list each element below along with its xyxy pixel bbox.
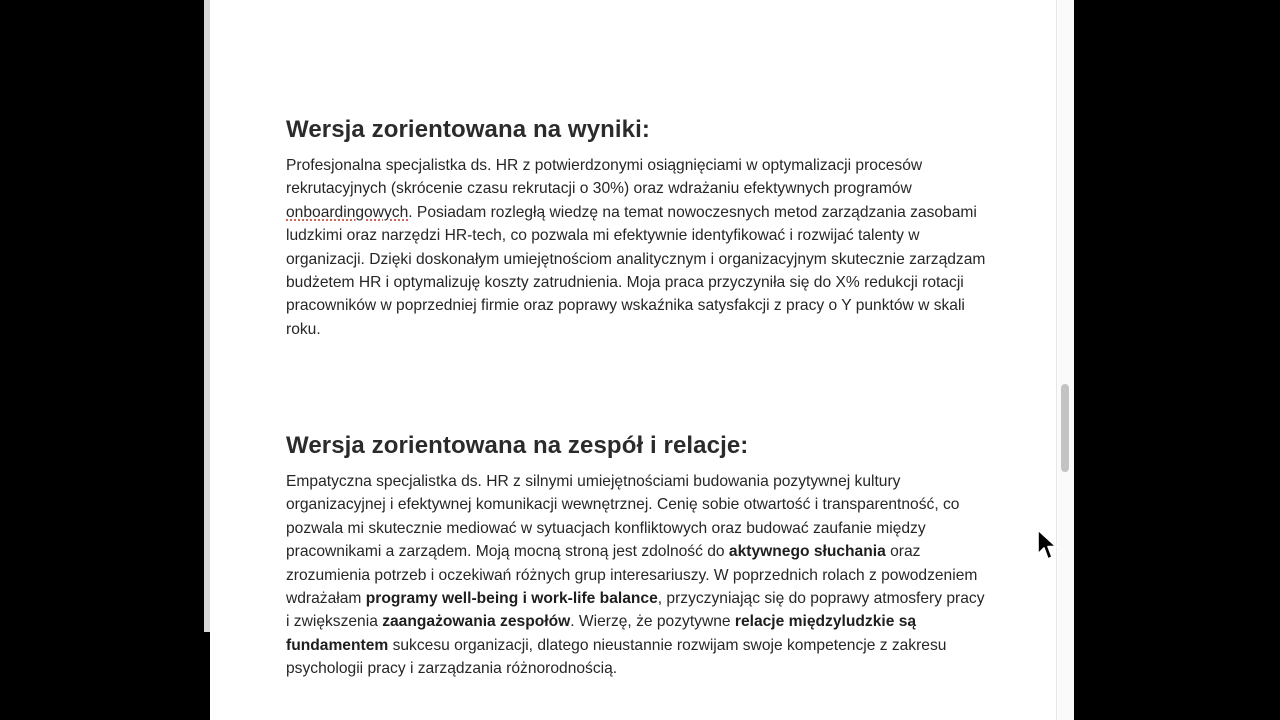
document-content[interactable] — [210, 0, 1058, 720]
bold-text: relacje międzyludzkie są fundamentem — [286, 613, 917, 654]
text-run: Empatyczna specjalistka ds. HR z silnymi umiejętnościami budowania pozytywnej kultury organizacyjnej i efektywnej komunikacji wewnętrznej. Cenię sobie otwartość i transparentność, co pozwala mi skutecznie mediować w sytuacjach konfliktowych oraz budować zaufanie między pracownikami a zarządem. Moją mocną stroną jest zdolność do — [286, 473, 960, 561]
text-run: Profesjonalna specjalistka ds. HR z potwierdzonymi osiągnięciami w optymalizacji procesów rekrutacyjnych (skrócenie czasu rekrutacji o 30%) oraz wdrażaniu efektywnych programów — [286, 157, 923, 198]
content-right-border — [1056, 0, 1057, 720]
text-run: sukcesu organizacji, dlatego nieustannie rozwijam swoje kompetencje z zakresu psychologii pracy i zarządzania różnorodnością. — [286, 636, 947, 678]
vertical-scrollbar-track[interactable] — [1058, 0, 1074, 720]
section-paragraph-team[interactable] — [286, 470, 986, 681]
section-heading-team: Wersja zorientowana na zespół i relacje: — [286, 432, 749, 459]
bold-text: aktywnego słuchania — [728, 543, 886, 561]
text-run: oraz zrozumienia potrzeb i oczekiwań różnych grup interesariuszy. W poprzednich rolach z powodzeniem wdrażałam — [286, 543, 978, 608]
spellcheck-word[interactable]: onboardingowych — [286, 203, 409, 221]
text-run: , przyczyniając się do poprawy atmosfery pracy i zwiększenia — [286, 590, 985, 631]
section-results — [286, 116, 986, 341]
section-heading-results: Wersja zorientowana na wyniki: — [286, 116, 650, 143]
text-run: . Wierzę, że pozytywne — [570, 613, 735, 631]
section-team — [286, 432, 986, 681]
vertical-scrollbar-thumb[interactable] — [1061, 384, 1069, 472]
bold-text: zaangażowania zespołów — [382, 613, 571, 631]
mouse-pointer-icon — [1036, 528, 1058, 562]
text-run: . Posiadam rozległą wiedzę na temat nowoczesnych metod zarządzania zasobami ludzkimi oraz narzędzi HR-tech, co pozwala mi efektywnie identyfikować i rozwijać talenty w organizacji. Dzięki doskonałym umiejętnościom analitycznym i organizacyjnym skutecznie zarządzam budżetem HR i optymalizuję koszty zatrudnienia. Moja praca przyczyniła się do X% redukcji rotacji pracowników w poprzedniej firmie oraz poprawy wskaźnika satysfakcji z pracy o Y punktów w skali roku. — [286, 203, 986, 338]
section-paragraph-results[interactable] — [286, 154, 986, 341]
document-window — [210, 0, 1074, 720]
bold-text: programy well-being i work-life balance — [365, 590, 658, 608]
